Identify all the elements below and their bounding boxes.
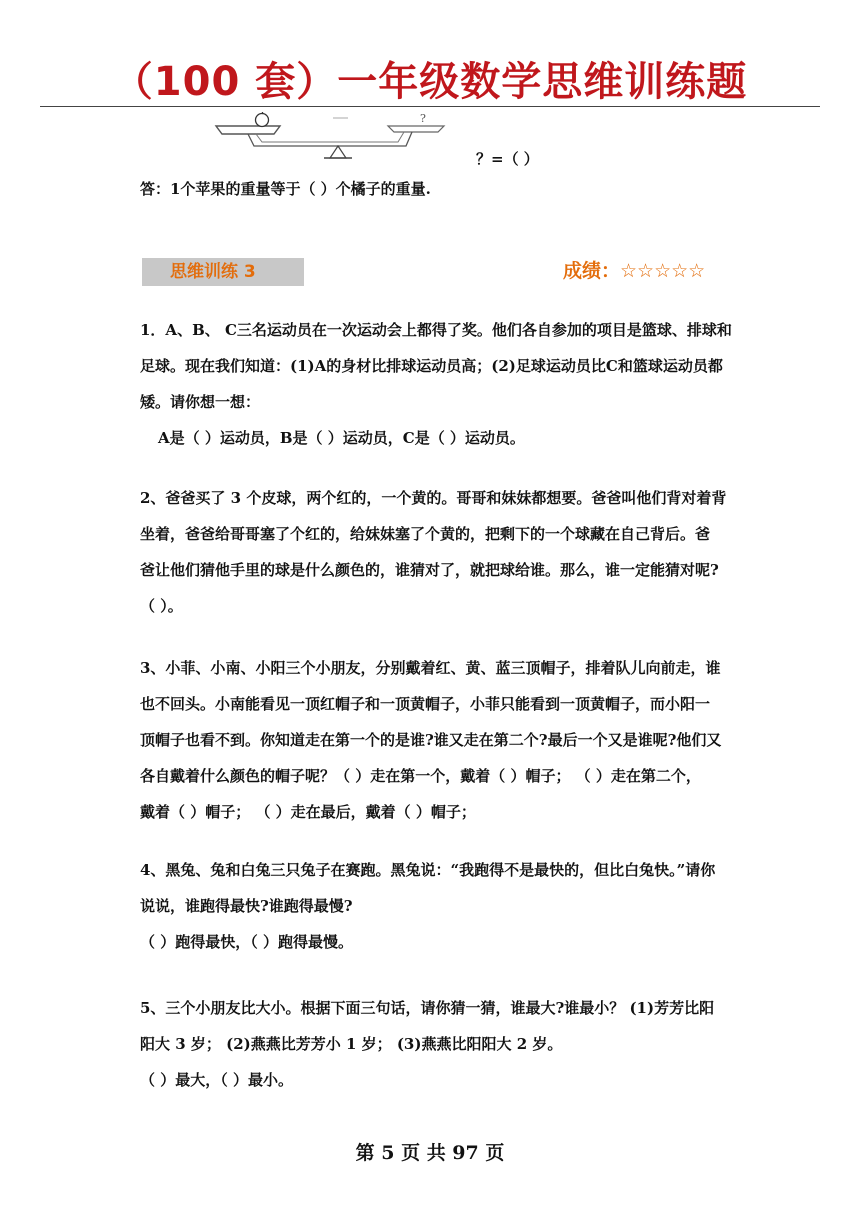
equation-line: ？=（ ） xyxy=(476,150,539,168)
section-label: 思维训练 3 xyxy=(170,262,256,282)
header-rule xyxy=(40,106,820,107)
question-line: 4、黑兔、兔和白兔三只兔子在赛跑。黑兔说：“我跑得不是最快的，但比白兔快。”请你 xyxy=(140,861,716,879)
page-title: （100 套）一年级数学思维训练题 xyxy=(112,59,748,105)
question-5 xyxy=(140,990,812,1098)
question-answer: A是（ ）运动员，B是（ ）运动员，C是（ ）运动员。 xyxy=(158,429,525,447)
question-line: 也不回头。小南能看见一顶红帽子和一顶黄帽子，小菲只能看到一顶黄帽子，而小阳一 xyxy=(140,695,711,713)
question-1 xyxy=(140,312,812,456)
question-line: （ ）跑得最快，（ ）跑得最慢。 xyxy=(140,933,353,951)
question-line: 矮。请你想一想： xyxy=(140,393,261,411)
question-line: （ ）。 xyxy=(140,597,183,615)
question-line: 各自戴着什么颜色的帽子呢？（ ）走在第一个，戴着（ ）帽子； （ ）走在第二个， xyxy=(140,767,701,785)
question-line: 足球。现在我们知道：(1)A的身材比排球运动员高；(2)足球运动员比C和篮球运动员都 xyxy=(140,357,723,375)
page-number: 第 5 页 共 97 页 xyxy=(355,1142,505,1164)
score xyxy=(563,256,705,286)
score-stars: ☆☆☆☆☆ xyxy=(620,260,706,282)
question-line: 顶帽子也看不到。你知道走在第一个的是谁?谁又走在第二个?最后一个又是谁呢?他们又 xyxy=(140,731,722,749)
question-line: 阳大 3 岁； (2)燕燕比芳芳小 1 岁； (3)燕燕比阳阳大 2 岁。 xyxy=(140,1035,563,1053)
balance-scale-figure xyxy=(208,112,488,168)
question-line: 2、爸爸买了 3 个皮球，两个红的，一个黄的。哥哥和妹妹都想要。爸爸叫他们背对着背 xyxy=(140,489,727,507)
unknown-mark: ? xyxy=(420,112,426,125)
question-line: 说说，谁跑得最快?谁跑得最慢? xyxy=(140,897,353,915)
question-2 xyxy=(140,480,812,624)
question-line: 1．A、B、 C三名运动员在一次运动会上都得了奖。他们各自参加的项目是篮球、排球和 xyxy=(140,321,732,339)
score-label: 成绩： xyxy=(563,260,621,282)
question-line: （ ）最大，（ ）最小。 xyxy=(140,1071,293,1089)
question-line: 爸让他们猜他手里的球是什么颜色的，谁猜对了，就把球给谁。那么，谁一定能猜对呢? xyxy=(140,561,719,579)
question-4 xyxy=(140,852,812,960)
answer-line: 答：1个苹果的重量等于（ ）个橘子的重量. xyxy=(140,180,431,198)
question-line: 坐着，爸爸给哥哥塞了个红的，给妹妹塞了个黄的，把剩下的一个球藏在自己背后。爸 xyxy=(140,525,711,543)
question-3 xyxy=(140,650,812,830)
question-line: 戴着（ ）帽子； （ ）走在最后，戴着（ ）帽子； xyxy=(140,803,476,821)
question-line: 5、三个小朋友比大小。根据下面三句话，请你猜一猜，谁最大?谁最小？ (1)芳芳比阳 xyxy=(140,999,715,1017)
question-line: 3、小菲、小南、小阳三个小朋友，分别戴着红、黄、蓝三顶帽子，排着队儿向前走，谁 xyxy=(140,659,721,677)
apple-icon xyxy=(256,112,269,127)
